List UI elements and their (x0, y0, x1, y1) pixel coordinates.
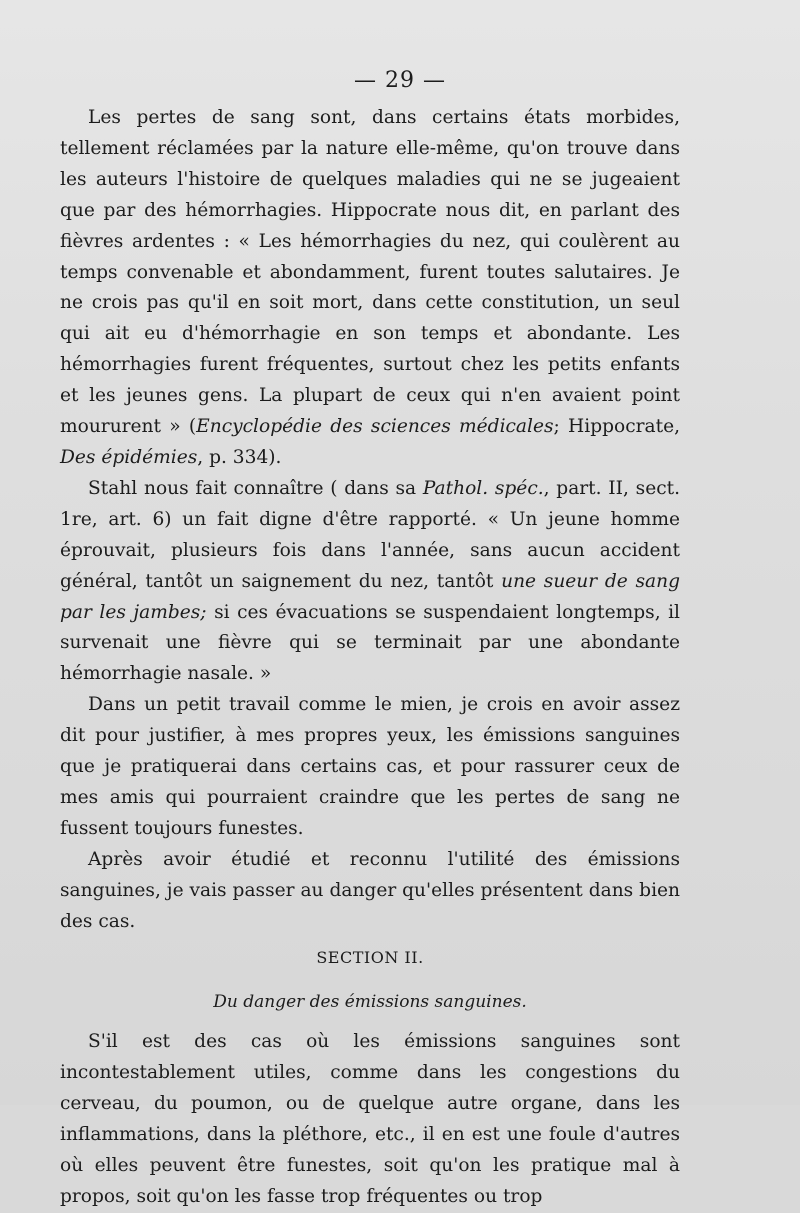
page-number: — 29 — (354, 68, 446, 93)
paragraph-hippocrate: Les pertes de sang sont, dans certains états morbides, tellement réclamées par la nature elle-même, qu'on trouve dans les auteurs l'histoire de quelques maladies qui ne se jugeaient que par des hémorrhagies. Hippocrate nous dit, en parlant des fièvres ardentes : « Les hémorrhagies du nez, qui coulèrent au temps convenable et abondamment, furent toutes salutaires. Je ne crois pas qu'il en soit mort, dans cette constitution, un seul qui ait eu d'hémorrhagie en son temps et abondante. Les hémorrhagies furent fréquentes, surtout chez les petits enfants et les jeunes gens. La plupart de ceux qui n'en avaient point moururent » (Encyclopédie des sciences médicales; Hippocrate, Des épidémies, p. 334). (60, 107, 680, 468)
paragraph-apres: Après avoir étudié et reconnu l'utilité des émissions sanguines, je vais passer au danger qu'elles présentent dans bien des cas. (60, 848, 680, 932)
paragraph-final: S'il est des cas où les émissions sanguines sont incontestablement utiles, comme dans les congestions du cerveau, du poumon, ou de quelque autre organe, dans les inflammations, dans la pléthore, etc., il en est une foule d'autres où elles peuvent être funestes, soit qu'on les pratique mal à propos, soit qu'on les fasse trop fréquentes ou trop (60, 1031, 680, 1207)
citation-encyclopedie: Encyclopédie des sciences médicales (196, 416, 554, 438)
citation-pathol: Pathol. spéc. (422, 477, 544, 499)
body-text (60, 103, 680, 1213)
section-title: SECTION II. (316, 948, 424, 968)
paragraph-stahl: Stahl nous fait connaître ( dans sa Pathol. spéc., part. II, sect. 1re, art. 6) un fait digne d'être rapporté. « Un jeune homme éprouvait, plusieurs fois dans l'année, sans aucun accident général, tantôt un saignement du nez, tantôt une sueur de sang par les jambes; si ces évacuations se suspendaient longtemps, il survenait une fièvre qui se terminait par une abondante hémorrhagie nasale. » (60, 477, 680, 685)
emphasis-sueur: une sueur de sang par les jambes; (60, 570, 680, 623)
citation-epidemies: Des épidémies (60, 446, 198, 468)
paragraph-travail: Dans un petit travail comme le mien, je crois en avoir assez dit pour justifier, à mes propres yeux, les émissions sanguines que je pratiquerai dans certains cas, et pour rassurer ceux de mes amis qui pourraient craindre que les pertes de sang ne fussent toujours funestes. (60, 694, 680, 839)
section-subtitle: Du danger des émissions sanguines. (213, 992, 527, 1013)
